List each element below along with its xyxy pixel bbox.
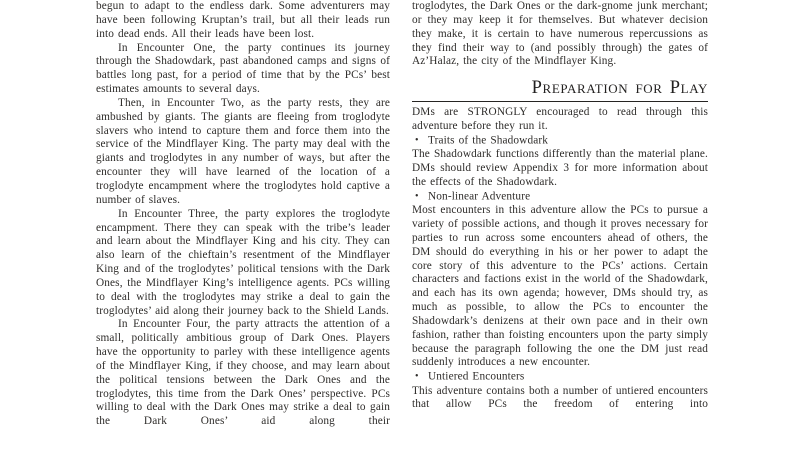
bullet-icon: • [415,190,419,202]
bullet-item-title: Traits of the Shadowdark [428,134,548,147]
bullet-item-title: Non-linear Adventure [428,190,531,203]
bullet-item-body: This adventure contains both a number of untiered encounters that allow PCs the freedom of entering into [412,384,708,411]
bullet-item-title: Untiered Encounters [428,370,525,383]
bullet-icon: • [415,371,419,383]
paragraph: In Encounter One, the party continues its journey through the Shadowdark, past abandoned camps and signs of battles long past, for a period of time that by the PCs’ best estimates amounts to several days. [96,41,390,96]
right-column [412,0,708,412]
bullet-item-body: The Shadowdark functions differently than the material plane. DMs should review Appendix 3 for more information about the effects of the Shadowdark. [412,148,708,188]
bullet-item-title-row [412,134,708,148]
section-heading: Preparation for Play [412,77,708,102]
bullet-item-body: Most encounters in this adventure allow the PCs to pursue a variety of possible actions, and though it proves necessary for parties to run across some encounters ahead of others, the DM should do everything in his or her power to adapt the core story of this adventure to the PCs’ actions. Certain characters and factions exist in the world of the Shadowdark, and each has its own agenda; however, DMs should try, as much as possible, to allow the PCs to encounter the Shadowdark’s denizens at their own pace and in their own fashion, rather than foisting encounters upon the party simply because the paragraph following the one the DM just read suddenly introduces a new encounter. [412,204,708,369]
bullet-icon: • [415,134,419,146]
paragraph: Then, in Encounter Two, as the party rests, they are ambushed by giants. The giants are fleeing from troglodyte slavers who intend to capture them and force them into the service of the Mindflayer King. The party may deal with the giants and troglodytes in any number of ways, but after the encounter they will have learned of the location of a troglodyte encampment where the troglodytes hold captive a number of slaves. [96,96,390,206]
paragraph: In Encounter Three, the party explores the troglodyte encampment. There they can speak with the tribe’s leader and learn about the Mindflayer King and his city. They can also learn of the chieftain’s resentment of the Mindflayer King and of the troglodytes’ political tensions with the Dark Ones, the Mindflayer King’s intelligence agents. PCs willing to deal with the troglodytes may strike a deal to gain the troglodytes’ aid along their journey back to the Shield Lands. [96,207,390,317]
paragraph: In Encounter Four, the party attracts the attention of a small, politically ambitious group of Dark Ones. Players have the opportunity to parley with these intelligence agents of the Mindflayer King, if they choose, and may learn about the political tensions between the Dark Ones and the troglodytes, this time from the Dark Ones’ perspective. PCs willing to deal with the Dark Ones may strike a deal to gain the Dark Ones’ aid along their [96,318,390,428]
paragraph: begun to adapt to the endless dark. Some adventurers may have been following Kruptan’s trail, but all their leads run into dead ends. All their leads have been lost. [96,0,390,40]
paragraph: DMs are STRONGLY encouraged to read through this adventure before they run it. [412,106,708,133]
left-column [96,0,390,429]
paragraph: troglodytes, the Dark Ones or the dark-gnome junk merchant; or they may keep it for themselves. But whatever decision they make, it is certain to have numerous repercussions as they find their way to (and possibly through) the gates of Az’Halaz, the city of the Mindflayer King. [412,0,708,68]
bullet-item-title-row [412,370,708,384]
bullet-item-title-row [412,190,708,204]
